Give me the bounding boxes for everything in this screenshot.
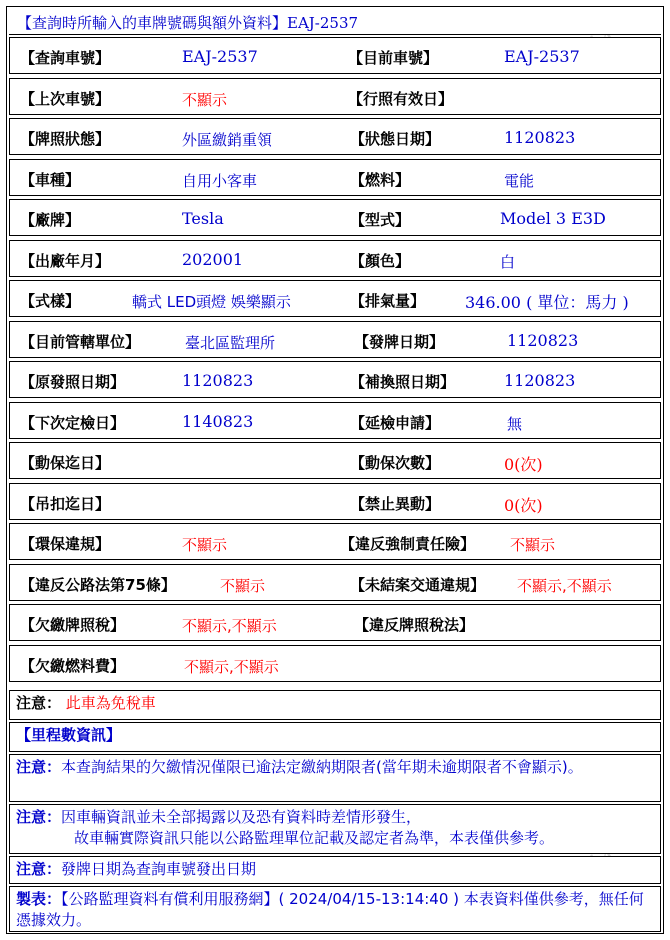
field-row <box>9 321 661 358</box>
field-label: 【原發照日期】 <box>20 373 126 391</box>
query-title-plate: EAJ-2537 <box>287 14 359 32</box>
query-title <box>17 12 358 33</box>
field-label: 【欠繳燃料費】 <box>20 656 126 675</box>
field-label: 【燃料】 <box>350 170 411 189</box>
field-value: 1120823 <box>182 371 254 390</box>
field-value: 電能 <box>504 171 535 190</box>
field-row <box>9 604 661 641</box>
field-row <box>9 280 661 317</box>
note-plate-date-label: 注意： <box>16 860 62 878</box>
footer-label: 製表： <box>16 890 62 908</box>
field-label: 【吊扣迄日】 <box>20 494 111 513</box>
field-row <box>9 118 661 155</box>
field-value: 自用小客車 <box>182 171 258 190</box>
field-row <box>9 564 661 601</box>
field-value: EAJ-2537 <box>504 47 580 66</box>
field-row <box>9 361 661 398</box>
field-label: 【狀態日期】 <box>350 130 441 148</box>
note-disclaimer-line2: 故車輛實際資訊只能以公路監理單位記載及認定者為準，本表僅供參考。 <box>74 829 555 847</box>
field-label: 【廠牌】 <box>20 211 81 229</box>
field-value: 不顯示 <box>182 90 228 109</box>
note-overdue-text: 本查詢結果的欠繳情況僅限已逾法定繳納期限者(當年期未逾期限者不會顯示)。 <box>61 758 583 776</box>
mileage-section-title: 【里程數資訊】 <box>16 726 122 744</box>
field-label: 【違反公路法第75條】 <box>20 575 176 594</box>
field-label: 【未結案交通違規】 <box>350 575 486 594</box>
field-label: 【型式】 <box>350 211 411 229</box>
field-label: 【目前管轄單位】 <box>20 332 141 351</box>
note-plate-date-text: 發牌日期為查詢車號發出日期 <box>61 860 257 878</box>
field-value: EAJ-2537 <box>182 47 258 66</box>
field-value: 轎式 LED頭燈 娛樂顯示 <box>132 293 291 311</box>
footer-note <box>9 886 661 932</box>
field-label: 【上次車號】 <box>20 89 111 108</box>
mileage-section-header <box>9 722 661 752</box>
field-label: 【動保次數】 <box>350 454 441 472</box>
field-row <box>9 645 661 682</box>
field-value: 1120823 <box>507 330 579 350</box>
field-label: 【動保迄日】 <box>20 454 111 472</box>
field-row <box>9 159 661 196</box>
field-value: Tesla <box>182 209 224 228</box>
field-label: 【發牌日期】 <box>354 332 445 351</box>
note-disclaimer <box>9 804 661 854</box>
field-label: 【目前車號】 <box>348 49 439 67</box>
query-title-label: 【查詢時所輸入的車牌號碼與額外資料】 <box>17 14 288 32</box>
field-label: 【禁止異動】 <box>350 494 441 513</box>
field-row <box>9 483 661 520</box>
field-value: 1120823 <box>504 128 576 147</box>
field-value: 0(次) <box>504 455 543 474</box>
report-page <box>6 6 664 934</box>
field-value: 不顯示,不顯示 <box>517 576 612 595</box>
field-label: 【式樣】 <box>20 292 81 310</box>
field-value: 外區繳銷重領 <box>182 131 273 149</box>
field-value: 不顯示,不顯示 <box>184 657 279 676</box>
note-disclaimer-line1: 因車輛資訊並未全部揭露以及恐有資料時差情形發生， <box>61 808 422 826</box>
field-label: 【排氣量】 <box>350 292 426 310</box>
field-value: Model 3 E3D <box>500 209 606 228</box>
tax-note-label: 注意： <box>16 694 62 712</box>
field-label: 【下次定檢日】 <box>20 413 126 432</box>
field-value: 不顯示 <box>182 536 228 554</box>
field-label: 【牌照狀態】 <box>20 130 111 148</box>
field-value: 202001 <box>182 249 244 269</box>
field-row <box>9 37 661 74</box>
field-label: 【查詢車號】 <box>20 49 111 67</box>
field-value: 不顯示 <box>510 536 556 554</box>
field-value: 不顯示,不顯示 <box>182 617 277 635</box>
field-row <box>9 442 661 479</box>
field-label: 【車種】 <box>20 170 81 189</box>
field-label: 【出廠年月】 <box>20 251 111 270</box>
field-label: 【違反強制責任險】 <box>340 535 476 553</box>
field-value: 白 <box>500 252 516 271</box>
field-label: 【補換照日期】 <box>350 373 456 391</box>
tax-note-text: 此車為免稅車 <box>65 694 156 712</box>
footer-text: 【公路監理資料有償利用服務網】( 2024/04/15-13:14:40 ) 本表資料僅供參考，無任何憑據效力。 <box>16 890 644 929</box>
field-row <box>9 402 661 439</box>
field-value: 346.00 ( 單位：馬力 ) <box>465 293 629 312</box>
field-label: 【欠繳牌照稅】 <box>20 616 126 634</box>
field-value: 1120823 <box>504 371 576 390</box>
field-value: 臺北區監理所 <box>185 333 276 352</box>
field-label: 【顏色】 <box>350 251 411 270</box>
field-label: 【環保違規】 <box>20 535 111 553</box>
field-row <box>9 240 661 277</box>
field-row <box>9 523 661 560</box>
field-label: 【違反牌照稅法】 <box>354 616 475 634</box>
note-disclaimer-label: 注意： <box>16 808 62 826</box>
field-row <box>9 78 661 115</box>
note-overdue <box>9 754 661 802</box>
note-plate-date <box>9 856 661 884</box>
field-value: 1140823 <box>182 411 254 431</box>
note-overdue-label: 注意： <box>16 758 62 776</box>
field-value: 不顯示 <box>220 576 266 595</box>
field-value: 0(次) <box>504 495 543 515</box>
field-label: 【行照有效日】 <box>348 89 454 108</box>
field-value: 無 <box>507 414 523 433</box>
tax-note <box>9 690 661 720</box>
field-label: 【延檢申請】 <box>350 413 441 432</box>
query-title-row <box>9 7 661 35</box>
field-row <box>9 199 661 236</box>
